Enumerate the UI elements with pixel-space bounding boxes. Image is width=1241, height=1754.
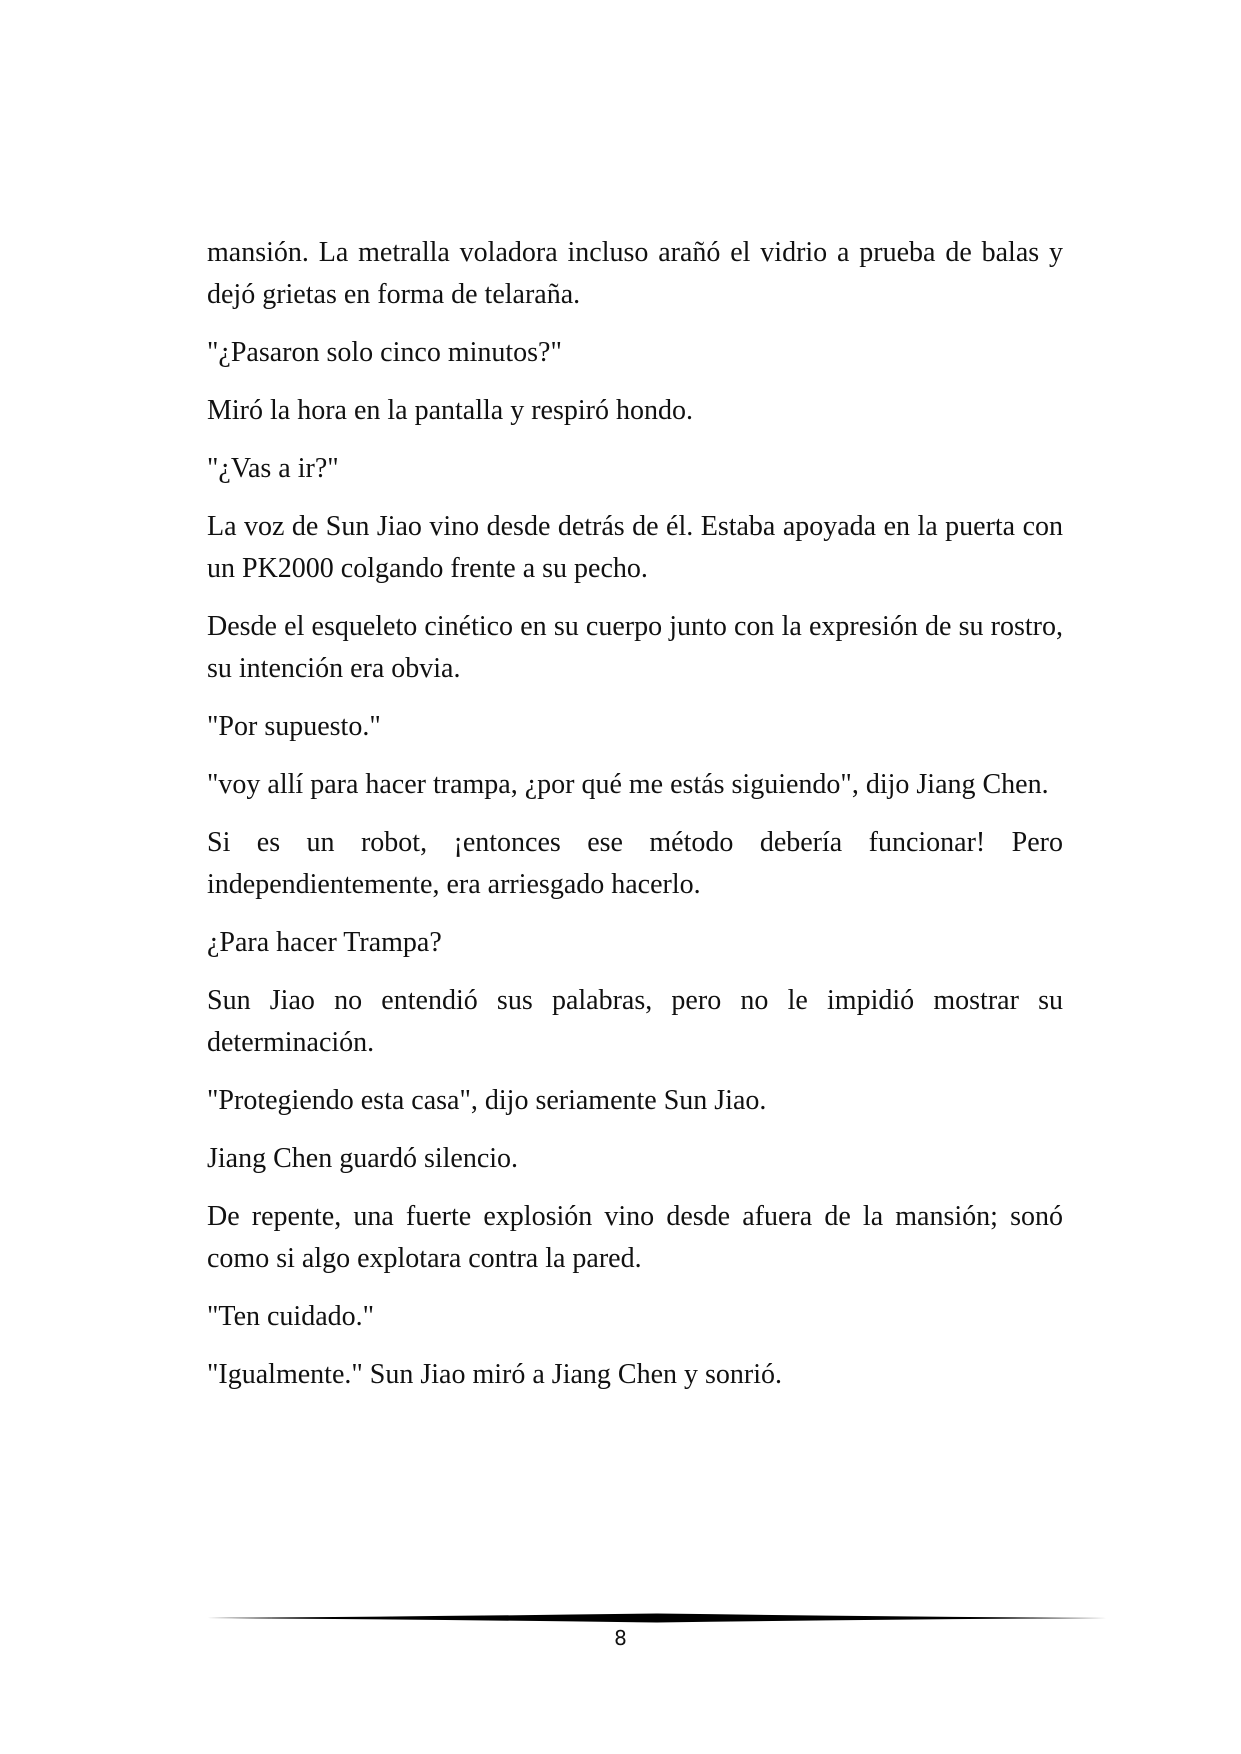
paragraph: mansión. La metralla voladora incluso arañó el vidrio a prueba de balas y dejó grietas en forma de telaraña. [207,237,1063,310]
paragraph: Miró la hora en la pantalla y respiró hondo. [207,395,693,426]
page-number: 8 [614,1626,627,1650]
paragraph: Sun Jiao no entendió sus palabras, pero no le impidió mostrar su determinación. [207,985,1063,1058]
paragraph: La voz de Sun Jiao vino desde detrás de él. Estaba apoyada en la puerta con un PK2000 colgando frente a su pecho. [207,511,1063,584]
paragraph: "¿Vas a ir?" [207,453,339,484]
paragraph: "Protegiendo esta casa", dijo seriamente Sun Jiao. [207,1085,767,1116]
footer-rule [207,1612,1107,1624]
paragraph: "Igualmente." Sun Jiao miró a Jiang Chen y sonrió. [207,1359,782,1390]
paragraph: "voy allí para hacer trampa, ¿por qué me estás siguiendo", dijo Jiang Chen. [207,769,1049,800]
body-text [207,232,1063,1412]
paragraph: "Por supuesto." [207,711,381,742]
paragraph: Jiang Chen guardó silencio. [207,1143,519,1174]
paragraph: Desde el esqueleto cinético en su cuerpo junto con la expresión de su rostro, su intención era obvia. [207,611,1063,684]
paragraph: "Ten cuidado." [207,1301,375,1332]
paragraph: Si es un robot, ¡entonces ese método debería funcionar! Pero independientemente, era arriesgado hacerlo. [207,827,1063,900]
paragraph: "¿Pasaron solo cinco minutos?" [207,337,562,368]
paragraph: De repente, una fuerte explosión vino desde afuera de la mansión; sonó como si algo explotara contra la pared. [207,1201,1063,1274]
paragraph: ¿Para hacer Trampa? [207,927,442,958]
